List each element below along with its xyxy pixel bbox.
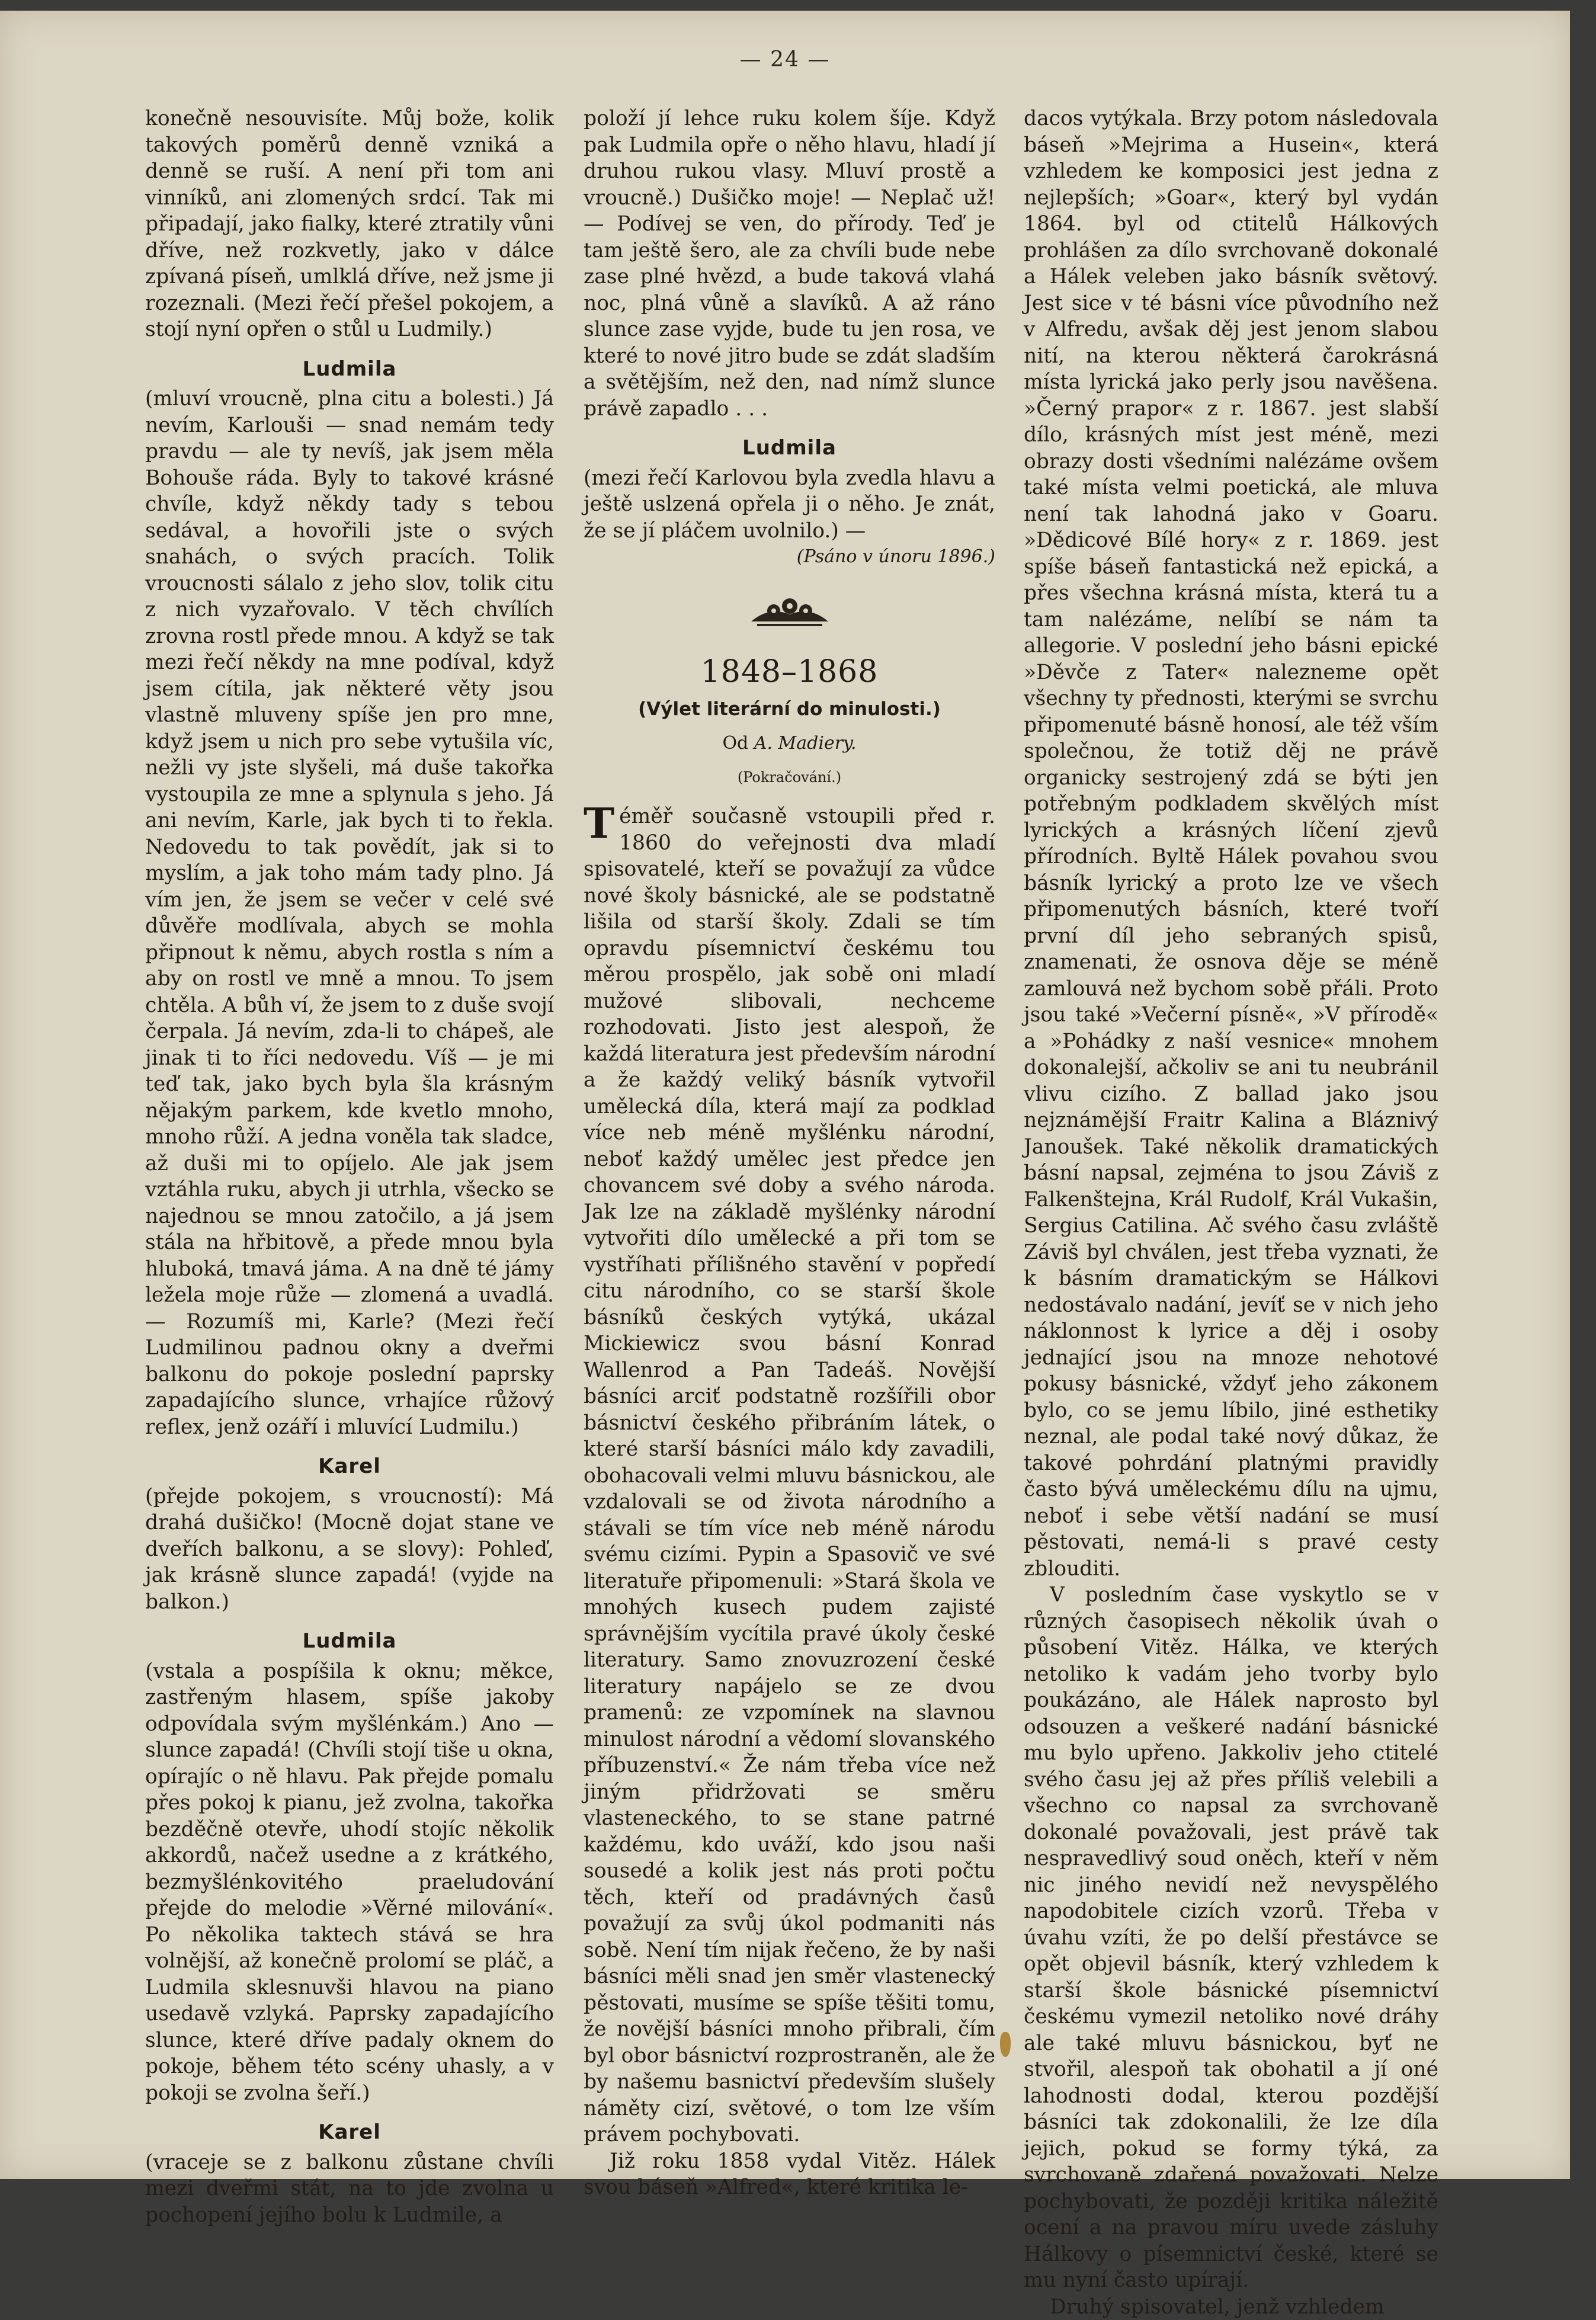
paragraph: Druhý spisovatel, jenž vzhledem: [1024, 2294, 1438, 2320]
column-2: [584, 105, 995, 2201]
speaker-heading: Ludmila: [145, 1628, 554, 1655]
paragraph: (přejde pokojem, s vroucností): Má drahá dušičko! (Mocně dojat stane ve dveřích balkonu, a se slovy): Pohleď, jak krásně slunce zapadá! (vyjde na balkon.): [145, 1483, 554, 1616]
byline: [584, 730, 995, 757]
paragraph: konečně nesouvisíte. Můj bože, kolik takových poměrů denně vzniká a denně se ruší. A není při tom ani vinníků, ani zlomených srdcí. Tak mi připadají, jako fialky, které ztratily vůni dříve, než rozkvetly, jako v dálce zpívaná píseň, umlklá dříve, než jsme ji rozeznali. (Mezi řečí přešel pokojem, a stojí nyní opřen o stůl u Ludmily.): [145, 105, 554, 343]
date-signoff: (Psáno v únoru 1896.): [584, 544, 995, 571]
author-name: A. Madiery.: [754, 733, 857, 754]
paragraph: (mezi řečí Karlovou byla zvedla hlavu a ještě uslzená opřela ji o něho. Je znát, že se jí pláčem uvolnilo.) —: [584, 465, 995, 544]
paragraph-text: éměř současně vstoupili před r. 1860 do veřejnosti dva mladí spisovatelé, kteří se považují za vůdce nové školy básnické, ale se podstatně lišila od starší školy. Zdali se tím opravdu písemnictví českému tou měrou prospělo, jak sobě oni mladí mužové slibovali, nechceme rozhodovati. Jisto jest alespoň, že každá literatura jest především národní a že každý veliký básník vytvořil umělecká díla, která mají za podklad více neb méně myšlénku národní, neboť každý umělec jest předce jen chovancem své doby a svého národa. Jak lze na základě myšlénky národní vytvořiti dílo umělecké a při tom se vystříhati přílišného stavění v popředí citu národního, co se starší škole básníků českých vytýká, ukázal Mickiewicz svou básní Konrad Wallenrod a Pan Tadeáš. Novější básníci arciť podstatně rozšířili obor básnictví českého přibráním látek, o které starší básníci málo kdy zavadili, obohacovali velmi mluvu básnickou, ale vzdalovali se od života národního a stávali se tím více neb méně národu svému cizími. Pypin a Spasovič ve své literatuře připomenuli: »Stará škola ve mnohých kusech pudem zajisté správnějším vycítila pravé úkoly české literatury. Samo znovuzrození české literatury napájelo se ze dvou pramenů: ze vzpomínek na slavnou minulost národní a vědomí slovanského příbuzenství.« Že nám třeba více než jiným přidržovati se směru vlasteneckého, to se stane patrné každému, kdo uváží, kdo jsou naši sousedé a kolik jest nás proti počtu těch, kteří od pradávných časů považují za svůj úkol podmaniti nás sobě. Není tím nijak řečeno, že by naši básníci měli snad jen směr vlastenecký pěstovati, musíme se spíše těšiti tomu, že novější básníci mnoho přibrali, čím byl obor básnictví rozprostraněn, ale že by našemu basnictví především slušely náměty cizí, světové, o tom lze vším právem pochybovati.: [584, 805, 995, 2146]
column-1: [145, 105, 554, 2228]
speaker-heading: Karel: [145, 2119, 554, 2146]
article-title: 1848–1868: [584, 653, 995, 690]
floral-ornament-icon: [745, 594, 834, 630]
speaker-heading: Karel: [145, 1453, 554, 1480]
paragraph: dacos vytýkala. Brzy potom následovala báseň »Mejrima a Husein«, která vzhledem ke komposici jest jedna z nejlepších; »Goar«, který byl vydán 1864. byl od ctitelů Hálkových prohlášen za dílo svrchovaně dokonalé a Hálek veleben jako básník světový. Jest sice v té básni více původního než v Alfredu, avšak děj jest jenom slabou nití, na kterou některá čarokrásná místa lyrická jako perly jsou navěšena. »Černý prapor« z r. 1867. jest slabší dílo, krásných míst jest méně, mezi obrazy dosti všedními nalézáme ovšem také místa velmi poetická, ale mluva není tak lahodná jako v Goaru. »Dědicové Bílé hory« z r. 1869. jest spíše báseň fantastická než epická, a přes všechna krásná místa, která tu a tam nalézáme, nelíbí se nám ta allegorie. V poslední jeho básni epické »Děvče z Tater« nalezneme opět všechny ty přednosti, kterými se svrchu připomenuté básně honosí, ale též vším společnou, že totiž děj ne právě organicky sestrojený zdá se býti jen potřebným podkladem skvělých míst lyrických a krásných líčení zjevů přírodních. Byltě Hálek povahou svou básník lyrický a proto lze ve všech připomenutých básních, které tvoří první díl jeho sebraných spisů, znamenati, že osnova děje se méně zamlouvá než bychom sobě přáli. Proto jsou také »Večerní písně«, »V přírodě« a »Pohádky z naší vesnice« mnohem dokonalejší, ačkoliv se ani tu neubránil vlivu cizího. Z ballad jako jsou nejznámější Fraitr Kalina a Bláznivý Janoušek. Také několik dramatických básní napsal, zejména to jsou Záviš z Falkenštejna, Král Rudolf, Král Vukašin, Sergius Catilina. Ač svého času zvláště Záviš byl chválen, jest třeba vyznati, že k básním dramatickým se Hálkovi nedostávalo nadání, jevíť se v nich jeho náklonnost k lyrice a děj i osoby jednající jsou na mnoze nehotové pokusy básnické, vždyť jeho zákonem bylo, co se jemu líbilo, jiné esthetiky neznal, ale podal také nový důkaz, že takové pohrdání platnými pravidly často bývá uměleckému dílu na ujmu, neboť i sebe větší nadání se musí pěstovati, nemá-li s pravé cesty zblouditi.: [1024, 105, 1438, 1582]
column-3: [1024, 105, 1438, 2320]
paragraph: Již roku 1858 vydal Vitěz. Hálek svou báseň »Alfred«, které kritika le-: [584, 2148, 995, 2201]
article-subtitle: (Výlet literární do minulosti.): [584, 696, 995, 723]
byline-prefix: Od: [722, 733, 748, 754]
ink-stain: [1000, 2032, 1011, 2057]
drop-cap: T: [584, 806, 614, 841]
paragraph: [584, 803, 995, 2148]
paragraph: položí jí lehce ruku kolem šíje. Když pak Ludmila opře o něho hlavu, hladí jí druhou rukou vlasy. Mluví prostě a vroucně.) Dušičko moje! — Neplač už! — Podívej se ven, do přírody. Teď je tam ještě šero, ale za chvíli bude nebe zase plné hvězd, a bude taková vlahá noc, plná vůně a slavíků. A až ráno slunce zase vyjde, bude tu jen rosa, ve které to nové jitro bude se zdát sladším a světějším, než den, nad nímž slunce právě zapadlo . . .: [584, 105, 995, 422]
speaker-heading: Ludmila: [584, 435, 995, 462]
paragraph: (vstala a pospíšila k oknu; měkce, zastřeným hlasem, spíše jakoby odpovídala svým myšlénkám.) Ano — slunce zapadá! (Chvíli stojí tiše u okna, opírajíc o ně hlavu. Pak přejde pomalu přes pokoj k pianu, jež zvolna, takořka bezděčně otevře, uhodí stojíc několik akkordů, načež usedne a z krátkého, bezmyšlénkovitého praeludování přejde do melodie »Věrné milování«. Po několika taktech stává se hra volnější, až konečně prolomí se pláč, a Ludmila sklesnuvši hlavou na piano usedavě vzlyká. Paprsky zapadajícího slunce, které dříve padaly oknem do pokoje, během této scény uhasly, a v pokoji se zvolna šeří.): [145, 1658, 554, 2107]
continued-note: (Pokračování.): [584, 764, 995, 791]
paragraph: V posledním čase vyskytlo se v různých časopisech několik úvah o působení Vitěz. Hálka, ve kterých netoliko k vadám jeho tvorby bylo poukázáno, ale Hálek naprosto byl odsouzen a veškeré nadání básnické mu bylo upřeno. Jakkoliv jeho ctitelé svého času jej až přes příliš velebili a všechno co napsal za svrchovaně dokonalé považovali, jest právě tak nespravedlivý soud oněch, kteří v něm nic jiného nevidí než nevyspělého napodobitele cizích vzorů. Třeba v úvahu vzíti, že po delší přestávce se opět objevil básník, který vzhledem k starší škole básnické písemnictví českému vymezil netoliko nové dráhy ale také mluvu básnickou, byť ne stvořil, alespoň tak obohatil a jí oné lahodnosti dodal, kterou pozdější básníci tak zdokonalili, že lze díla jejich, pokud se formy týká, za svrchovaně zdařená považovati. Nelze pochybovati, že později kritika náležitě ocení a na pravou míru uvede zásluhy Hálkovy o písemnictví české, které se mu nyní často upírají.: [1024, 1582, 1438, 2294]
page-number: — 24 —: [738, 47, 832, 72]
paragraph: (mluví vroucně, plna citu a bolesti.) Já nevím, Karlouši — snad nemám tedy pravdu — ale ty nevíš, jak jsem měla Bohouše ráda. Byly to takové krásné chvíle, když někdy tady s tebou sedával, a hovořili jste o svých snahách, o svých pracích. Tolik vroucnosti sálalo z jeho slov, tolik citu z nich vyzařovalo. V těch chvílích zrovna rostl přede mnou. A když se tak mezi řečí někdy na mne podíval, když jsem cítila, jak některé věty jsou vlastně mluveny spíše jen pro mne, když jsem u nich pro sebe vytušila víc, nežli vy jste slyšeli, má duše takořka vystoupila ze mne a splynula s jeho. Já ani nevím, Karle, jak bych ti to řekla. Nedovedu to tak povědít, jak si to myslím, a jak toho mám tady plno. Já vím jen, že jsem se večer v celé své důvěře modlívala, abych se mohla připnout k němu, abych rostla s ním a aby on rostl ve mně a mnou. To jsem chtěla. A bůh ví, že jsem to z duše svojí čerpala. Já nevím, zda-li to chápeš, ale jinak ti to říci nedovedu. Víš — je mi teď tak, jako bych byla šla krásným nějakým parkem, kde kvetlo mnoho, mnoho růží. A jedna voněla tak sladce, až duši mi to opíjelo. Ale jak jsem vztáhla ruku, abych ji utrhla, všecko se najednou se mnou zatočilo, a já jsem stála na hřbitově, a přede mnou byla hluboká, tmavá jáma. A na dně té jámy ležela moje růže — zlomená a uvadlá. — Rozumíš mi, Karle? (Mezi řečí Ludmilinou padnou okny a dveřmi balkonu do pokoje poslední paprsky zapadajícího slunce, vrhajíce růžový reflex, jenž ozáří i mluvící Ludmilu.): [145, 386, 554, 1440]
paragraph: (vraceje se z balkonu zůstane chvíli mezi dveřmi stát, na to jde zvolna u pochopení jejího bolu k Ludmile, a: [145, 2149, 554, 2229]
speaker-heading: Ludmila: [145, 356, 554, 383]
newspaper-page: [0, 11, 1570, 2179]
